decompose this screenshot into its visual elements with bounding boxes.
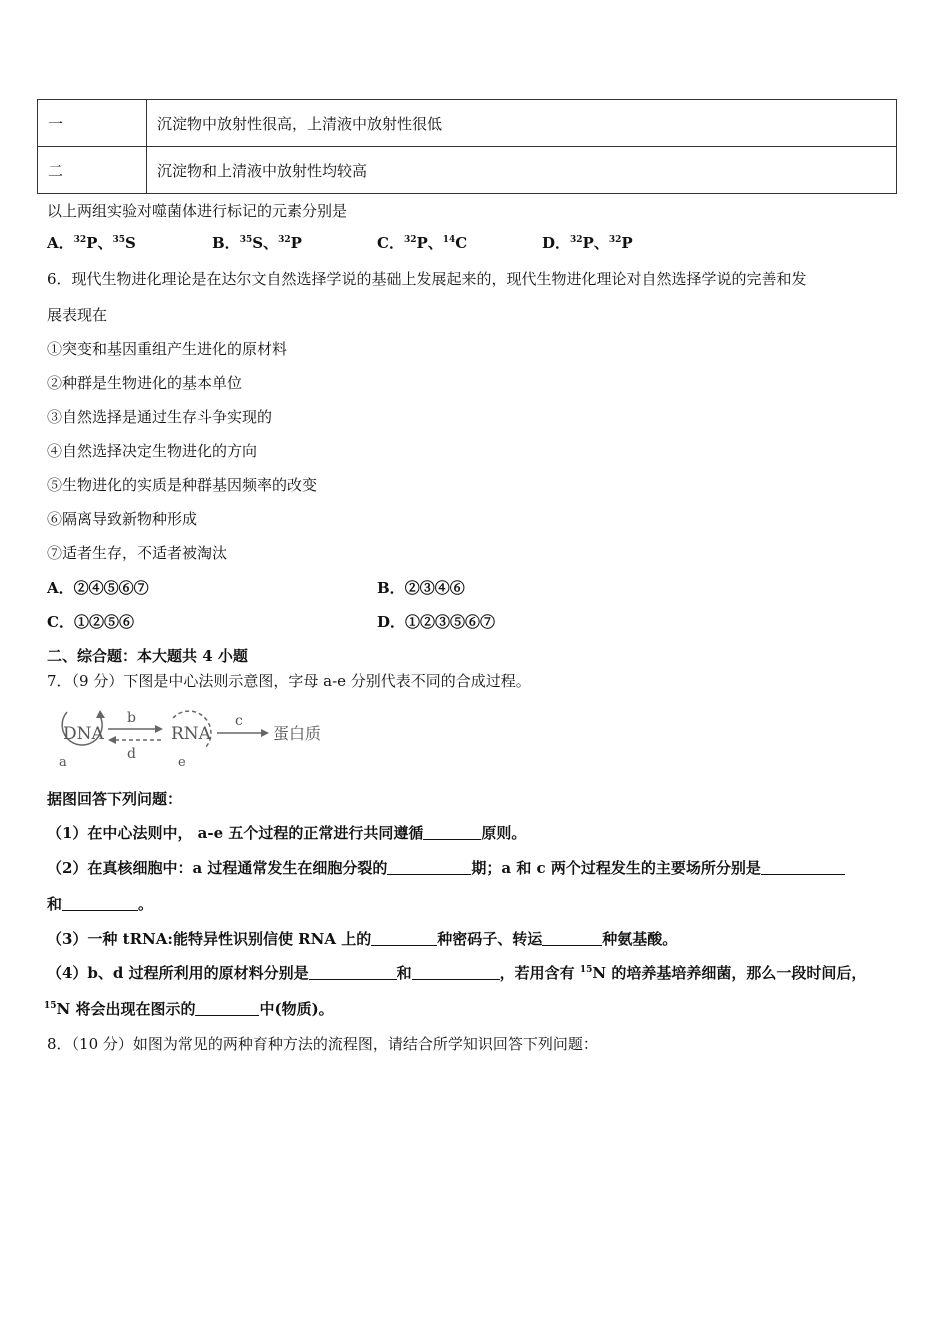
option-text: ①②③⑤⑥⑦ [405,613,496,631]
option-letter: A． [47,579,74,597]
q6-option-c[interactable] [47,611,134,632]
option-letter: A． [47,234,74,252]
q7-prompt: 据图回答下列问题： [47,790,183,808]
isotope-number: 35 [112,235,125,245]
element-text: S、 [252,234,279,252]
answer-blank[interactable] [423,825,481,840]
result-cell: 沉淀物和上清液中放射性均较高 [147,147,897,194]
q7-part4 [47,962,866,983]
arrowhead-icon [261,729,269,737]
rna-label: RNA [171,724,211,744]
question-text: 种氨基酸。 [602,930,678,948]
arrowhead-icon [96,710,105,718]
isotope-number: 14 [442,235,456,245]
group-cell: 一 [38,100,147,147]
element-text: P [290,234,302,252]
isotope-number: 15 [579,965,593,975]
question-text: 期；a 和 c 两个过程发生的主要场所分别是 [471,859,761,877]
label-c: c [235,713,243,729]
isotope-number: 32 [73,235,87,245]
table-row [38,147,897,194]
question-text: 。 [138,895,154,913]
question-text: 中(物质)。 [259,1000,334,1018]
q5-option-c[interactable] [377,232,467,253]
option-text: ①②⑤⑥ [73,613,134,631]
element-text: P、 [86,234,113,252]
label-a: a [59,755,67,770]
question-text: （4）b、d 过程所利用的原材料分别是 [47,964,309,982]
question-text: 和 [396,964,412,982]
option-text: ②④⑤⑥⑦ [73,579,149,597]
q7-stem: 7．（9 分）下图是中心法则示意图，字母 a-e 分别代表不同的合成过程。 [47,672,531,690]
option-text: ②③④⑥ [404,579,465,597]
q8-stem: 8．（10 分）如图为常见的两种育种方法的流程图，请结合所学知识回答下列问题： [47,1035,598,1053]
q6-stem-line2: 展表现在 [47,306,108,324]
dna-label: DNA [63,724,104,744]
q6-item: ⑤生物进化的实质是种群基因频率的改变 [47,476,318,494]
q6-option-b[interactable] [377,577,465,598]
group-cell: 二 [38,147,147,194]
table-row [38,100,897,147]
question-text: （3）一种 tRNA:能特异性识别信使 RNA 上的 [47,930,372,948]
question-text: 原则。 [481,824,527,842]
result-cell: 沉淀物中放射性很高，上清液中放射性很低 [147,100,897,147]
q6-item: ⑥隔离导致新物种形成 [47,510,198,528]
q7-part2 [47,857,845,878]
q5-stem: 以上两组实验对噬菌体进行标记的元素分别是 [47,202,348,220]
q6-item: ③自然选择是通过生存斗争实现的 [47,408,273,426]
element-text: P [621,234,633,252]
answer-blank[interactable] [195,1001,259,1016]
option-letter: B． [212,234,240,252]
question-text: （2）在真核细胞中：a 过程通常发生在细胞分裂的 [47,859,388,877]
q6-item: ②种群是生物进化的基本单位 [47,374,243,392]
q5-option-a[interactable] [47,232,136,253]
isotope-number: 32 [570,235,583,245]
option-letter: C． [377,234,404,252]
answer-blank[interactable] [387,860,471,875]
question-text: N 的培养基培养细菌，那么一段时间后， [592,964,867,982]
element-text: P、 [416,234,443,252]
isotope-number: 32 [278,235,291,245]
q5-option-b[interactable] [212,232,302,253]
q7-part3 [47,928,677,949]
question-text: 种密码子、转运 [437,930,543,948]
answer-blank[interactable] [761,860,845,875]
q7-part2-line2 [47,893,153,914]
q6-item: ①突变和基因重组产生进化的原材料 [47,340,288,358]
question-text: ，若用含有 [499,964,580,982]
isotope-number: 32 [403,235,417,245]
arrowhead-icon [108,736,116,744]
question-text: 和 [47,895,63,913]
option-letter: D． [377,613,406,631]
isotope-number: 15 [44,1001,57,1011]
option-letter: D． [542,234,571,252]
element-text: P、 [582,234,609,252]
central-dogma-diagram [45,698,345,770]
label-e: e [178,755,186,770]
option-letter: C． [47,613,74,631]
element-text: C [455,234,468,252]
q6-option-a[interactable] [47,577,149,598]
q6-item: ④自然选择决定生物进化的方向 [47,442,258,460]
q6-item: ⑦适者生存，不适者被淘汰 [47,544,228,562]
q7-part4-line2 [44,998,334,1019]
experiment-table [37,99,897,194]
element-text: S [124,234,136,252]
isotope-number: 35 [239,235,253,245]
protein-label: 蛋白质 [273,724,322,743]
answer-blank[interactable] [371,931,437,946]
q5-option-d[interactable] [542,232,633,253]
answer-blank[interactable] [62,896,138,911]
q6-option-d[interactable] [377,611,495,632]
answer-blank[interactable] [542,931,602,946]
label-b: b [127,710,136,726]
option-letter: B． [377,579,405,597]
question-text: N 将会出现在图示的 [56,1000,196,1018]
isotope-number: 32 [608,235,622,245]
answer-blank[interactable] [412,965,500,980]
q6-stem-line1: 6．现代生物进化理论是在达尔文自然选择学说的基础上发展起来的，现代生物进化理论对自然选择学说的完善和发 [47,270,807,288]
arrowhead-icon [155,725,163,733]
question-text: （1）在中心法则中， a-e 五个过程的正常进行共同遵循 [47,824,424,842]
q7-part1 [47,822,526,843]
section-heading: 二、综合题：本大题共 4 小题 [47,647,248,665]
answer-blank[interactable] [309,965,397,980]
label-d: d [127,746,136,762]
